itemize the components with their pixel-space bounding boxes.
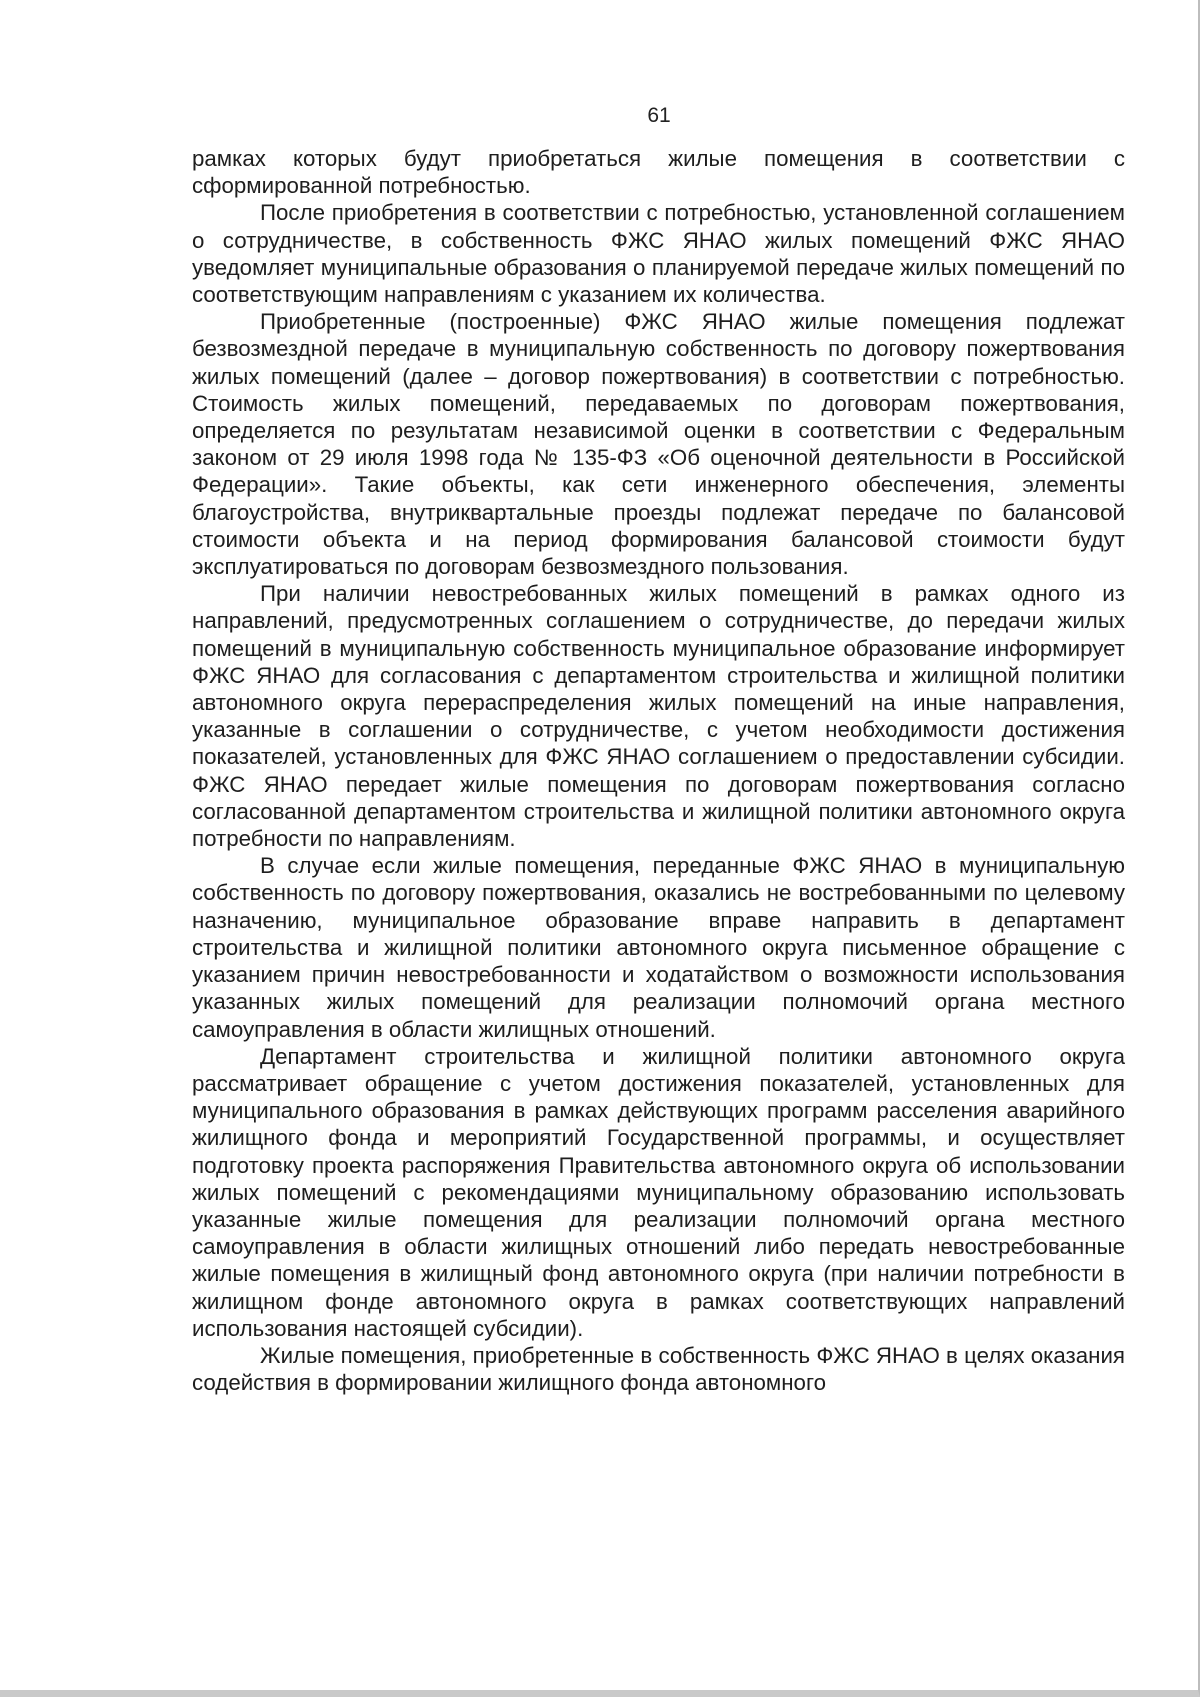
paragraph-3: Приобретенные (построенные) ФЖС ЯНАО жилые помещения подлежат безвозмездной передаче в муниципальную собственность по договору пожертвования жилых помещений (далее – договор пожертвования) в соответствии с потребностью. Стоимость жилых помещений, передаваемых по договорам пожертвования, определяется по результатам независимой оценки в соответствии с Федеральным законом от 29 июля 1998 года № 135-ФЗ «Об оценочной деятельности в Российской Федерации». Такие объекты, как сети инженерного обеспечения, элементы благоустройства, внутриквартальные проезды подлежат передаче по балансовой стоимости объекта и на период формирования балансовой стоимости будут эксплуатироваться по договорам безвозмездного пользования. [192,309,1125,580]
paragraph-6: Департамент строительства и жилищной политики автономного округа рассматривает обращение с учетом достижения показателей, установленных для муниципального образования в рамках действующих программ расселения аварийного жилищного фонда и мероприятий Государственной программы, и осуществляет подготовку проекта распоряжения Правительства автономного округа об использовании жилых помещений с рекомендациями муниципальному образованию использовать указанные жилые помещения для реализации полномочий органа местного самоуправления в области жилищных отношений либо передать невостребованные жилые помещения в жилищный фонд автономного округа (при наличии потребности в жилищном фонде автономного округа в рамках соответствующих направлений использования настоящей субсидии). [192,1043,1125,1341]
paragraph-4: При наличии невостребованных жилых помещений в рамках одного из направлений, предусмотренных соглашением о сотрудничестве, до передачи жилых помещений в муниципальную собственность муниципальное образование информирует ФЖС ЯНАО для согласования с департаментом строительства и жилищной политики автономного округа перераспределения жилых помещений на иные направления, указанные в соглашении о сотрудничестве, с учетом необходимости достижения показателей, установленных для ФЖС ЯНАО соглашением о предоставлении субсидии. ФЖС ЯНАО передает жилые помещения по договорам пожертвования согласно согласованной департаментом строительства и жилищной политики автономного округа потребности по направлениям. [192,581,1125,852]
paragraph-1: рамках которых будут приобретаться жилые помещения в соответствии с сформированной потребностью. [192,146,1125,199]
paragraph-2: После приобретения в соответствии с потребностью, установленной соглашением о сотрудничестве, в собственность ФЖС ЯНАО жилых помещений ФЖС ЯНАО уведомляет муниципальные образования о планируемой передаче жилых помещений по соответствующим направлениям с указанием их количества. [192,200,1125,308]
paragraph-7: Жилые помещения, приобретенные в собственность ФЖС ЯНАО в целях оказания содействия в формировании жилищного фонда автономного [192,1342,1125,1396]
page-number: 61 [647,104,671,127]
paragraph-5: В случае если жилые помещения, переданные ФЖС ЯНАО в муниципальную собственность по договору пожертвования, оказались не востребованными по целевому назначению, муниципальное образование вправе направить в департамент строительства и жилищной политики автономного округа письменное обращение с указанием причин невостребованности и ходатайством о возможности использования указанных жилых помещений для реализации полномочий органа местного самоуправления в области жилищных отношений. [192,853,1125,1042]
document-body [192,145,1125,1396]
